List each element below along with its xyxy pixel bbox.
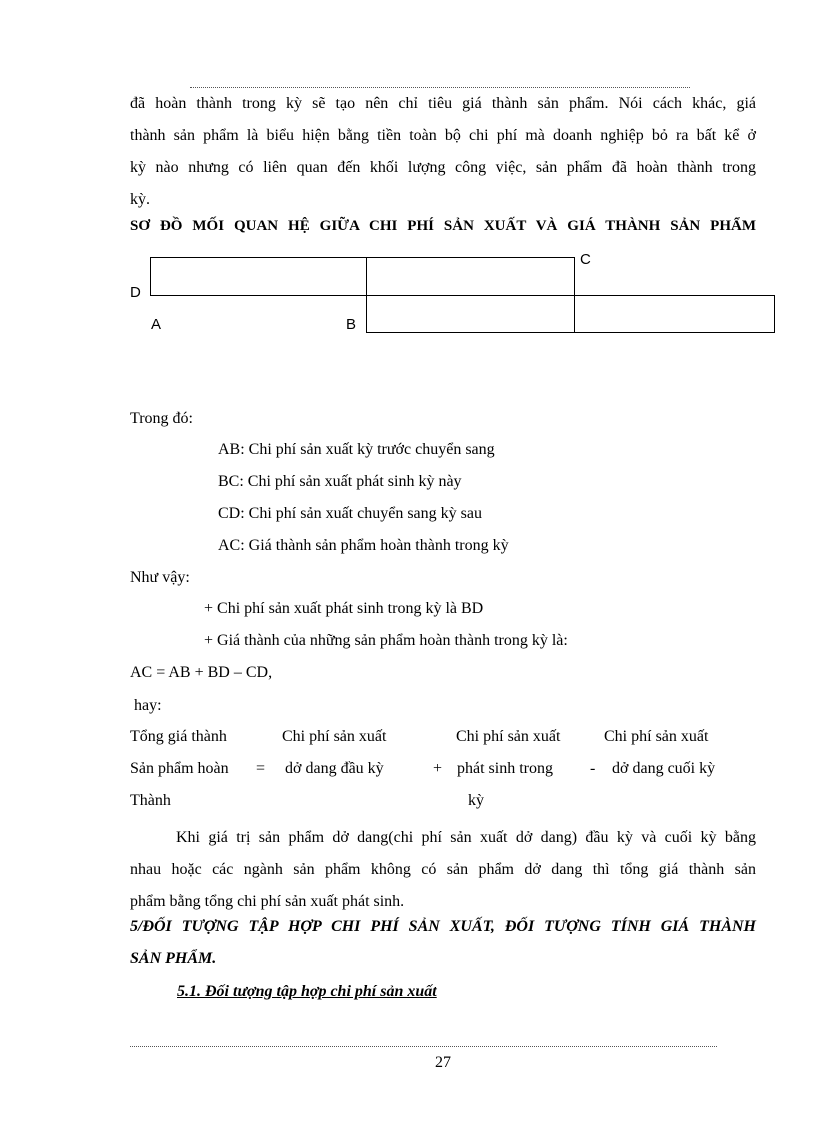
diagram-segment-ab-top [150, 257, 367, 296]
conclusion-item-1: + Chi phí sản xuất phát sinh trong kỳ là BD [204, 600, 484, 617]
legend-intro: Trong đó: [130, 410, 193, 427]
section-heading: 5/ĐỐI TƯỢNG TẬP HỢP CHI PHÍ SẢN XUẤT, ĐỐI TƯỢNG TÍNH GIÁ THÀNH [130, 918, 756, 935]
paragraph-2-line: nhau hoặc các ngành sản phẩm không có sản phẩm dở dang thì tổng giá thành sản [130, 861, 756, 878]
diagram-segment-cd-bottom [574, 295, 775, 333]
diagram-label-c: C [580, 251, 591, 268]
equation-product-label: Sản phẩm hoàn [130, 760, 229, 777]
formula: AC = AB + BD – CD, [130, 664, 273, 681]
legend-item-bc: BC: Chi phí sản xuất phát sinh kỳ này [218, 473, 462, 490]
paragraph-1-line: kỳ nào nhưng có liên quan đến khối lượng công việc, sản phẩm đã hoàn thành trong [130, 159, 756, 176]
paragraph-2-line: Khi giá trị sản phẩm dở dang(chi phí sản xuất dở dang) đầu kỳ và cuối kỳ bằng [176, 829, 756, 846]
legend-item-ab: AB: Chi phí sản xuất kỳ trước chuyển sang [218, 441, 495, 458]
diagram-label-a: A [151, 316, 162, 333]
equation-term-1-detail: dở dang đầu kỳ [285, 760, 384, 777]
equation-equals-sign: = [256, 760, 266, 777]
equation-term-3-label: Chi phí sản xuất [604, 728, 709, 745]
legend-item-ac: AC: Giá thành sản phẩm hoàn thành trong kỳ [218, 537, 509, 554]
paragraph-1-line: kỳ. [130, 191, 150, 208]
equation-term-3-detail: dở dang cuối kỳ [612, 760, 716, 777]
diagram-label-d: D [130, 284, 141, 301]
paragraph-1 [130, 88, 756, 216]
equation-term-2-detail: phát sinh trong [457, 760, 553, 777]
equation-total-cost-label: Tổng giá thành [130, 728, 227, 745]
formula-hay: hay: [134, 697, 162, 714]
diagram-label-b: B [346, 316, 357, 333]
diagram-title: SƠ ĐỒ MỐI QUAN HỆ GIỮA CHI PHÍ SẢN XUẤT VÀ GIÁ THÀNH SẢN PHẨM [130, 218, 756, 234]
paragraph-1-line: đã hoàn thành trong kỳ sẽ tạo nên chỉ tiêu giá thành sản phẩm. Nói cách khác, giá [130, 95, 756, 112]
diagram-segment-bc-bottom [366, 295, 575, 333]
equation-plus-sign: + [433, 760, 443, 777]
equation-term-2-period: kỳ [468, 792, 484, 809]
conclusion-intro: Như vậy: [130, 569, 190, 586]
paragraph-1-line: thành sản phẩm là biểu hiện bằng tiền toàn bộ chi phí mà doanh nghiệp bỏ ra bất kể ở [130, 127, 756, 144]
diagram-segment-bc-top [366, 257, 575, 296]
footer-rule [130, 1046, 717, 1047]
equation-term-2-label: Chi phí sản xuất [456, 728, 561, 745]
equation-minus-sign: - [590, 760, 596, 777]
page-number: 27 [435, 1054, 451, 1071]
conclusion-item-2: + Giá thành của những sản phẩm hoàn thành trong kỳ là: [204, 632, 568, 649]
paragraph-2 [130, 822, 756, 918]
equation-completed-label: Thành [130, 792, 171, 809]
paragraph-2-line: phẩm bằng tổng chi phí sản xuất phát sinh. [130, 893, 405, 910]
section-heading-continued: SẢN PHẨM. [130, 950, 217, 967]
equation-term-1-label: Chi phí sản xuất [282, 728, 387, 745]
legend-item-cd: CD: Chi phí sản xuất chuyển sang kỳ sau [218, 505, 482, 522]
section-subheading: 5.1. Đối tượng tập hợp chi phí sản xuất [177, 983, 437, 1000]
